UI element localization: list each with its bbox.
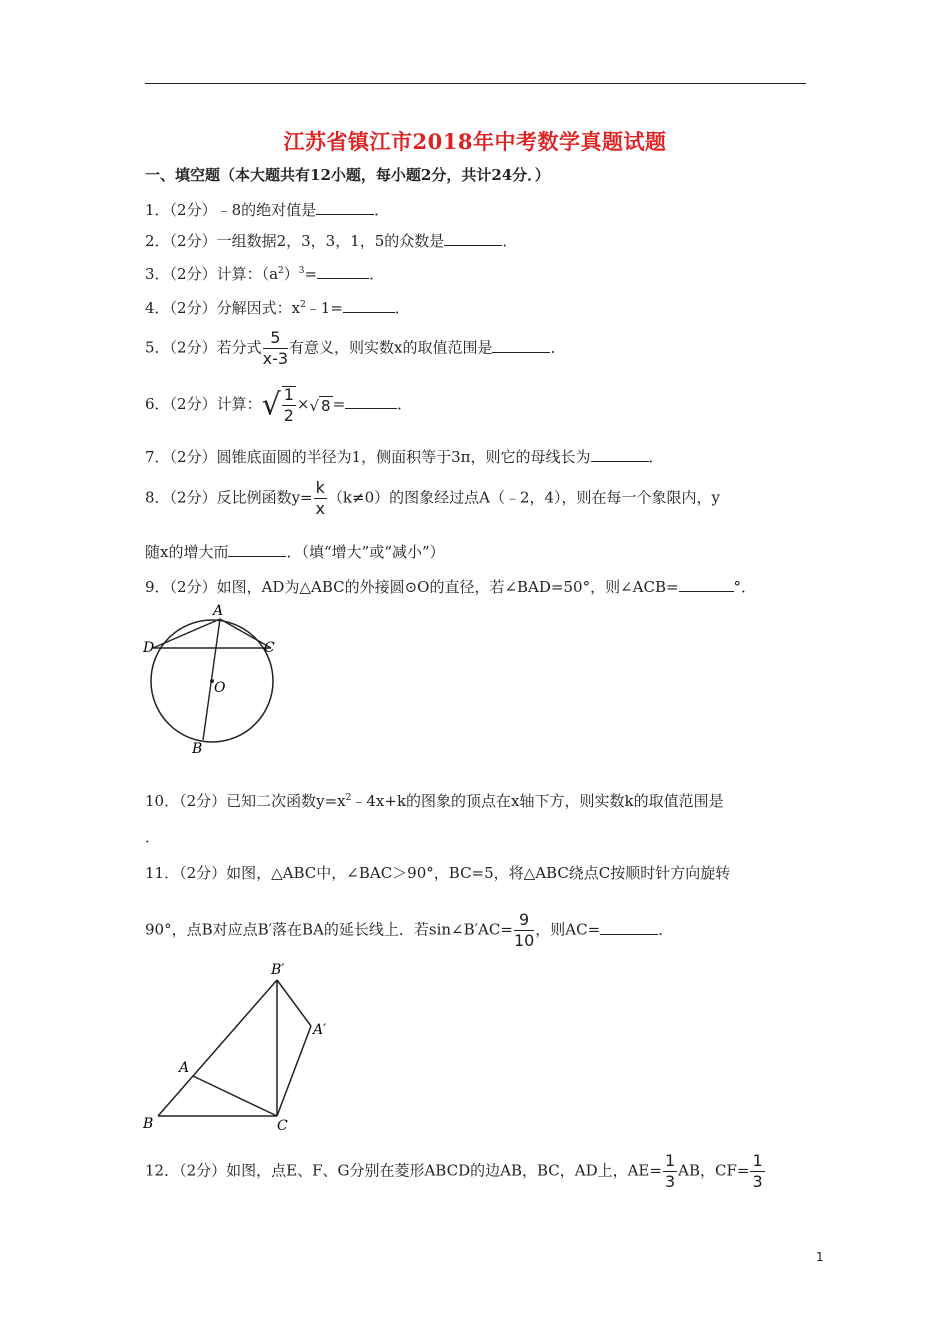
page-number: 1	[816, 1250, 824, 1264]
answer-blank[interactable]	[679, 579, 734, 592]
fraction: $\frac{9}{10}$	[513, 910, 535, 950]
answer-blank[interactable]	[317, 266, 369, 279]
answer-blank[interactable]	[591, 449, 649, 462]
label-b: B	[192, 741, 203, 757]
segment-bpap	[277, 980, 311, 1026]
question-10-line2: ．	[145, 828, 161, 846]
label-c: C	[277, 1118, 288, 1134]
answer-blank[interactable]	[492, 340, 550, 353]
sqrt-eight: √ 8	[309, 396, 331, 415]
fraction: $\frac{5}{x-3}$	[262, 328, 289, 368]
question-7: 7．（2分）圆锥底面圆的半径为1，侧面积等于3π，则它的母线长为 ．	[145, 448, 664, 466]
label-a-prime: A′	[313, 1022, 327, 1038]
label-c: C	[264, 640, 275, 656]
segment-bbp	[158, 980, 277, 1116]
figure-circle	[140, 600, 290, 760]
label-b-prime: B′	[271, 962, 285, 978]
question-11: 11．（2分）如图，△ABC中，∠BAC＞90°，BC=5，将△ABC绕点C按顺时针方向旋转	[145, 864, 731, 882]
answer-blank[interactable]	[343, 300, 395, 313]
fraction: $\frac{1}{3}$	[664, 1151, 676, 1191]
question-6: 6．（2分）计算：√ $\frac{1}{2}$ ×√ 8 = ．	[145, 385, 413, 425]
figure-rotation	[138, 960, 338, 1135]
question-5: 5．（2分）若分式 $\frac{5}{x-3}$ 有意义，则实数x的取值范围是 ．	[145, 328, 566, 368]
section-heading: 一、填空题（本大题共有12小题，每小题2分，共计24分．）	[145, 166, 550, 184]
question-8: 8．（2分）反比例函数y= $\frac{k}{x}$ （k≠0）的图象经过点A（﹣2，4），则在每一个象限内，y	[145, 478, 721, 518]
fraction: $\frac{k}{x}$	[315, 478, 325, 518]
label-o: O	[214, 680, 226, 696]
label-b: B	[143, 1116, 154, 1132]
answer-blank[interactable]	[316, 202, 374, 215]
question-2: 2．（2分）一组数据2，3，3，1，5的众数是 ．	[145, 232, 518, 250]
question-10: 10．（2分）已知二次函数$y=x^2﹣4x+k$的图象的顶点在x轴下方，则实数k的取值范围是	[145, 792, 724, 810]
question-4: 4．（2分）分解因式：$x^2﹣1=$ ．	[145, 299, 410, 317]
segment-ac	[193, 1076, 277, 1116]
header-rule	[145, 83, 806, 84]
question-11-line2: 90°，点B对应点B′落在BA的延长线上．若sin∠B′AC= $\frac{9}{10}$ ，则AC= ．	[145, 910, 674, 950]
label-d: D	[143, 640, 155, 656]
answer-blank[interactable]	[600, 922, 658, 935]
question-3: 3．（2分）计算：$(a^2)^3=$ ．	[145, 265, 385, 283]
question-1: 1．（2分）﹣8的绝对值是 ．	[145, 201, 390, 219]
question-9: 9．（2分）如图，AD为△ABC的外接圆⊙O的直径，若∠BAD=50°，则∠ACB= °．	[145, 578, 757, 596]
answer-blank[interactable]	[444, 233, 502, 246]
fraction: $\frac{1}{3}$	[752, 1151, 763, 1191]
sqrt-fraction: √ $\frac{1}{2}$	[261, 385, 294, 425]
label-a: A	[213, 603, 224, 619]
question-12: 12．（2分）如图，点E、F、G分别在菱形ABCD的边AB，BC，AD上，AE= $\frac{1}{3}$ AB，CF= $\frac{1}{3}$	[145, 1151, 763, 1191]
answer-blank[interactable]	[228, 544, 286, 557]
page-title: 江苏省镇江市2018年中考数学真题试题	[283, 129, 667, 154]
label-a: A	[179, 1060, 190, 1076]
answer-blank[interactable]	[345, 396, 397, 409]
segment-apc	[277, 1026, 311, 1116]
segment-ad	[153, 619, 220, 648]
question-8-line2: 随x的增大而 ．（填“增大”或“减小”）	[145, 543, 445, 561]
